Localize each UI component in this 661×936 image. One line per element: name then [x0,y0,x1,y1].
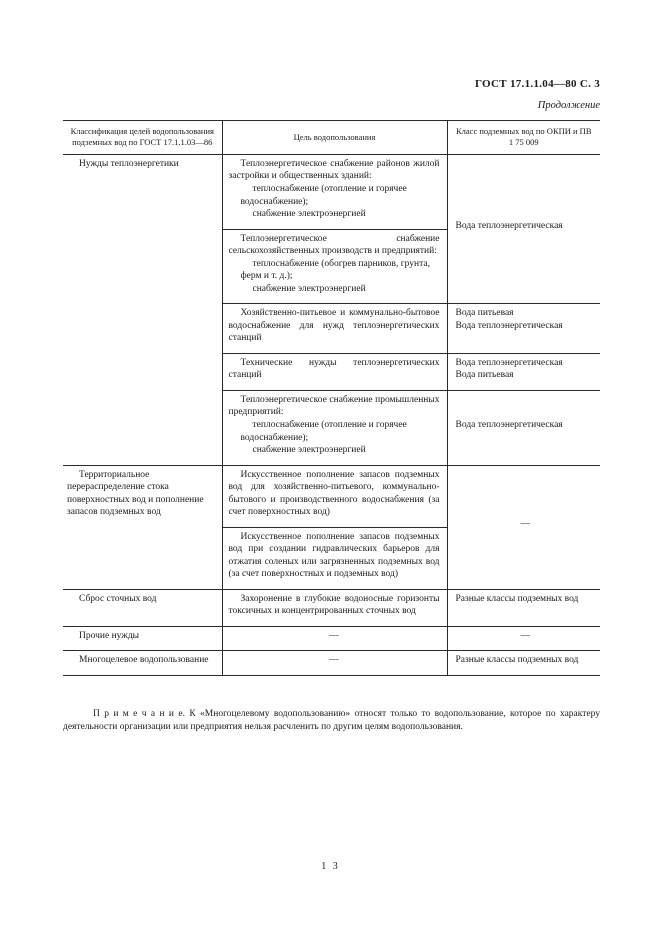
table-row [63,154,600,229]
class-cell-industrial [447,390,600,465]
purpose-cell-multipurpose [222,651,447,676]
category-label: Территориальное перераспределение стока поверхностных вод и пополнение запасов подземных вод [67,469,204,518]
water-class-text: Разные классы подземных вод [455,593,579,604]
water-class-dash: — [520,519,530,530]
purpose-cell-domestic-supply [222,304,447,354]
purpose-dash: — [329,630,339,641]
column-header-water-class: Класс подземных вод по ОКПИ и ПВ 1 75 009 [447,121,600,155]
purpose-subitem: теплоснабжение (отопление и горячее водоснабжение); [240,419,407,443]
document-reference: ГОСТ 17.1.1.04—80 С. 3 [475,78,600,90]
class-cell-multipurpose [447,651,600,676]
category-cell-redistribution [63,465,222,589]
purpose-subitem: снабжение электроэнергией [252,283,366,294]
purpose-text: Искусственное пополнение запасов подземных вод при создании гидравлических барьеров для отжатия соленых или загрязненных подземных вод (за счет поверхностных и подземных вод) [228,531,440,580]
water-class-text: Вода теплоэнергетическая [455,357,563,368]
water-class-text: Разные классы подземных вод [455,655,579,666]
purpose-text: Хозяйственно-питьевое и коммунально-бытовое водоснабжение для нужд теплоэнергетических станций [228,308,440,344]
table-row [63,589,600,626]
purpose-dash: — [329,655,339,666]
purpose-text: Захоронение в глубокие водоносные горизонты токсичных и концентрированных сточных вод [228,593,440,617]
column-header-purpose: Цель водопользования [222,121,447,155]
purpose-text: Теплоэнергетическое снабжение промышленных предприятий: [228,394,440,418]
water-class-text: Вода питьевая [455,370,514,381]
page-number: 1 3 [321,861,340,872]
purpose-cell-agricultural-supply [222,229,447,304]
category-cell-heat-power [63,154,222,465]
class-cell-other-needs [447,626,600,651]
purpose-subitem: снабжение электроэнергией [252,445,366,456]
category-cell-wastewater [63,589,222,626]
table-row [63,465,600,527]
category-cell-multipurpose [63,651,222,676]
category-label: Сброс сточных вод [79,593,157,604]
class-cell-heat-supply [447,154,600,303]
purpose-cell-replenishment-supply [222,465,447,527]
purpose-cell-industrial-supply [222,390,447,465]
purpose-text: Искусственное пополнение запасов подземных вод для хозяйственно-питьевого, коммунально-бытового и производственного водоснабжения (за счет поверхностных вод) [228,469,440,518]
category-cell-other-needs [63,626,222,651]
purpose-cell-other-needs [222,626,447,651]
purpose-subitem: теплоснабжение (отопление и горячее водоснабжение); [240,184,407,207]
water-class-text: Вода теплоэнергетическая [455,419,563,430]
category-label: Прочие нужды [79,630,140,641]
purpose-text: Теплоэнергетическое снабжение районов жилой застройки и общественных зданий: [228,158,440,182]
category-label: Нужды теплоэнергетики [79,158,179,169]
purpose-subitem: снабжение электроэнергией [252,209,366,220]
note-label: П р и м е ч а н и е. [93,708,185,719]
class-cell-technical [447,353,600,390]
water-class-text: Вода теплоэнергетическая [455,320,563,331]
purpose-cell-replenishment-barriers [222,527,447,589]
water-class-dash: — [520,630,530,641]
purpose-cell-residential-supply [222,154,447,229]
purpose-text: Технические нужды теплоэнергетических станций [228,357,440,381]
purpose-text: Теплоэнергетическое снабжение сельскохозяйственных производств и предприятий: [228,233,440,257]
purpose-cell-wastewater [222,589,447,626]
purpose-cell-technical-needs [222,353,447,390]
note-text: К «Многоцелевому водопользованию» относят только то водопользование, которое по характеру деятельности организации или предприятия нельзя расчленить по другим целям водопользования. [63,708,600,733]
water-class-text: Вода теплоэнергетическая [455,221,563,232]
category-label: Многоцелевое водопользование [79,655,209,666]
class-cell-domestic [447,304,600,354]
water-use-classification-table [63,120,600,676]
table-header-row [63,121,600,155]
class-cell-redistribution [447,465,600,589]
continuation-label: Продолжение [537,100,600,111]
column-header-classification: Классификация целей водопользования подземных вод по ГОСТ 17.1.1.03—86 [63,121,222,155]
purpose-subitem: теплоснабжение (обогрев парников, грунта, ферм и т. д.); [240,258,430,282]
table-row [63,626,600,651]
table-row [63,651,600,676]
class-cell-wastewater [447,589,600,626]
note [63,708,600,734]
water-class-text: Вода питьевая [455,308,514,319]
